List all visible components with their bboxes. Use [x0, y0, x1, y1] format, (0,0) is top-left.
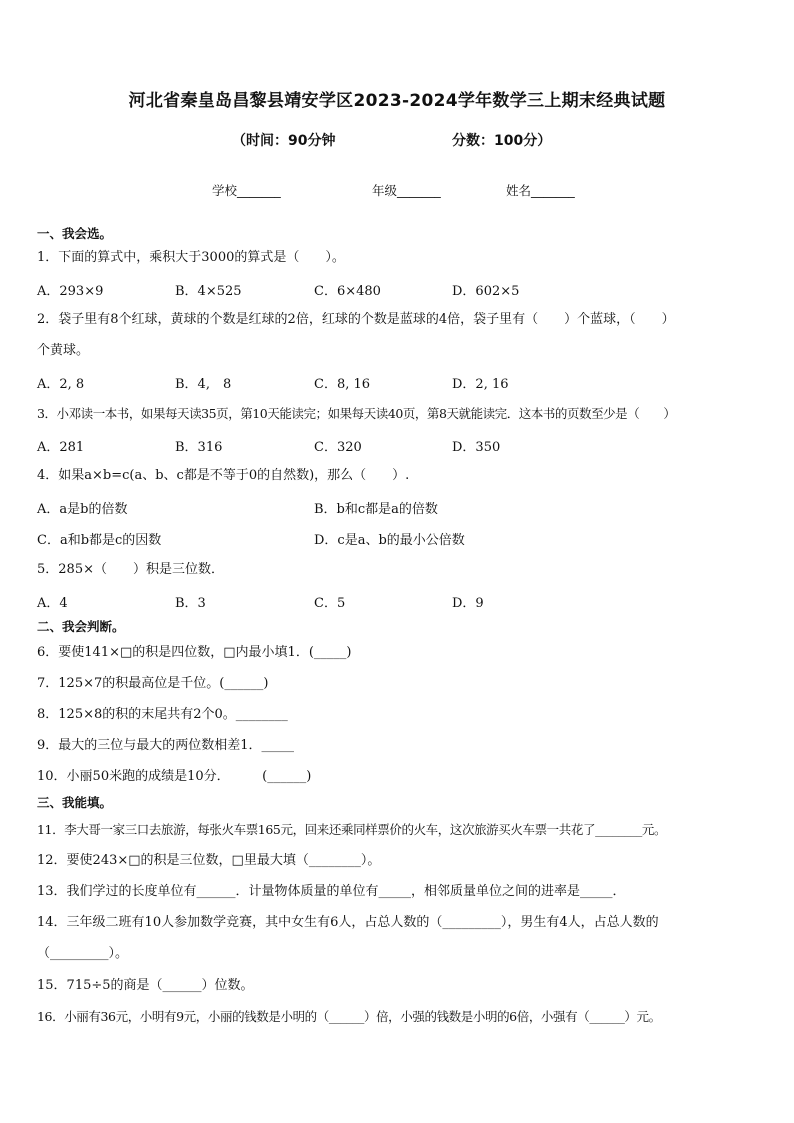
- question-10: 10．小丽50米跑的成绩是10分． (______): [37, 769, 312, 784]
- q2-option-a: A．2, 8: [37, 377, 85, 392]
- q4-option-d: D．c是a、b的最小公倍数: [314, 533, 465, 548]
- q3-option-b: B．316: [175, 440, 223, 455]
- q1-option-b: B．4×525: [175, 284, 242, 299]
- school-field: 学校_______: [212, 183, 281, 198]
- question-14: 14．三年级二班有10人参加数学竞赛，其中女生有6人，占总人数的（_________），男生有4人，占总人数的: [37, 915, 659, 930]
- q5-option-c: C．5: [314, 596, 346, 611]
- q1-option-d: D．602×5: [452, 284, 520, 299]
- q4-option-b: B．b和c都是a的倍数: [314, 502, 438, 517]
- q5-option-b: B．3: [175, 596, 206, 611]
- question-2-stem-cont: 个黄球。: [37, 343, 90, 358]
- question-16: 16．小丽有36元，小明有9元，小丽的钱数是小明的（______）倍，小强的钱数是小明的6倍，小强有（______）元。: [37, 1009, 661, 1024]
- total-score: 分数：100分）: [452, 133, 552, 149]
- q5-option-d: D．9: [452, 596, 484, 611]
- section-heading: 二、我会判断。: [37, 619, 125, 634]
- question-14-cont: （_________）。: [37, 946, 129, 961]
- q2-option-c: C．8, 16: [314, 377, 371, 392]
- time-limit: （时间：90分钟: [232, 133, 336, 149]
- q1-option-c: C．6×480: [314, 284, 381, 299]
- question-11: 11．李大哥一家三口去旅游，每张火车票165元，回来还乘同样票价的火车，这次旅游买火车票一共花了________元。: [37, 822, 667, 837]
- page-title: 河北省秦皇岛昌黎县靖安学区2023-2024学年数学三上期末经典试题: [128, 91, 666, 111]
- question-6: 6．要使141×□的积是四位数，□内最小填1．(_____): [37, 645, 352, 660]
- section-heading: 一、我会选。: [37, 226, 113, 241]
- q3-option-a: A．281: [37, 440, 85, 455]
- q3-option-d: D．350: [452, 440, 501, 455]
- question-15: 15．715÷5的商是（______）位数。: [37, 978, 254, 993]
- question-1-stem: 1．下面的算式中，乘积大于3000的算式是（ ）。: [37, 250, 345, 265]
- question-8: 8．125×8的积的末尾共有2个0。________: [37, 707, 288, 722]
- question-3-stem: 3．小邓读一本书，如果每天读35页，第10天能读完；如果每天读40页，第8天就能读完．这本书的页数至少是（ ）: [37, 406, 676, 421]
- question-13: 13．我们学过的长度单位有______．计量物体质量的单位有_____，相邻质量单位之间的进率是_____．: [37, 884, 626, 899]
- question-12: 12．要使243×□的积是三位数，□里最大填（________）。: [37, 853, 381, 868]
- q2-option-d: D．2, 16: [452, 377, 509, 392]
- q5-option-a: A．4: [37, 596, 68, 611]
- question-9: 9．最大的三位与最大的两位数相差1．_____: [37, 738, 295, 753]
- section-heading: 三、我能填。: [37, 795, 113, 810]
- question-7: 7．125×7的积最高位是千位。(______): [37, 676, 269, 691]
- q4-option-a: A．a是b的倍数: [37, 502, 128, 517]
- name-field: 姓名_______: [506, 183, 575, 198]
- question-4-stem: 4．如果a×b=c(a、b、c都是不等于0的自然数)，那么（ ）.: [37, 468, 410, 483]
- q2-option-b: B．4, 8: [175, 377, 232, 392]
- question-2-stem: 2．袋子里有8个红球，黄球的个数是红球的2倍，红球的个数是蓝球的4倍，袋子里有（ ）个蓝球，（ ）: [37, 312, 675, 327]
- grade-field: 年级_______: [372, 183, 441, 198]
- q3-option-c: C．320: [314, 440, 362, 455]
- question-5-stem: 5．285×（ ）积是三位数．: [37, 562, 224, 577]
- q4-option-c: C．a和b都是c的因数: [37, 533, 162, 548]
- q1-option-a: A．293×9: [37, 284, 104, 299]
